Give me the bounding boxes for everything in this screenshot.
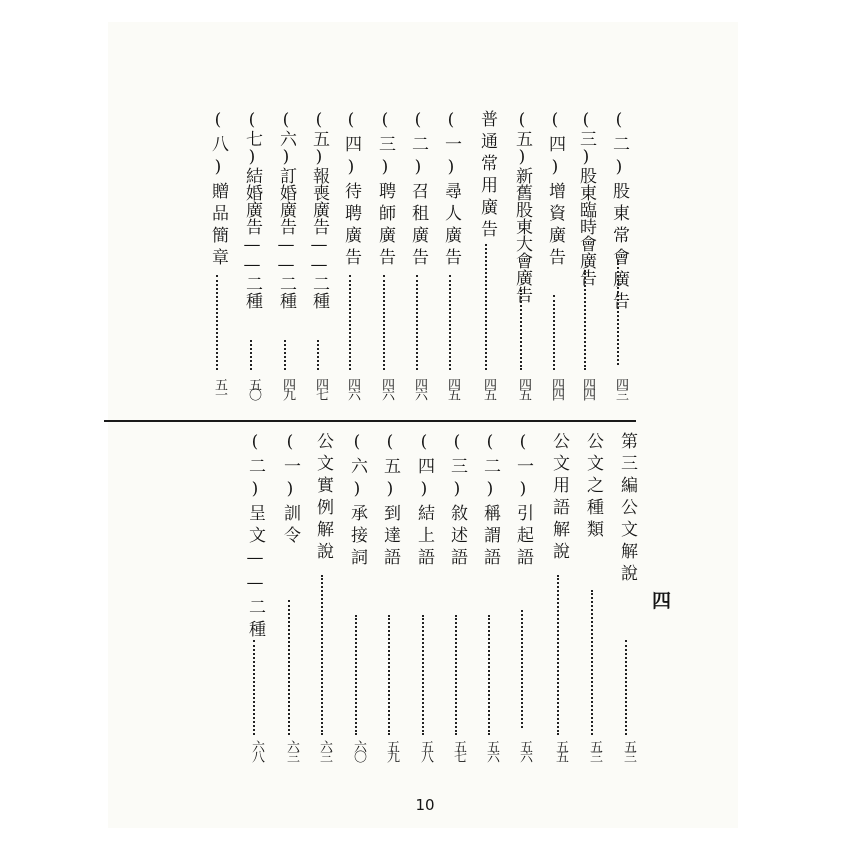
leader-dots — [617, 260, 619, 365]
toc-entry — [347, 432, 367, 760]
toc-entry — [512, 110, 532, 398]
toc-entry-page: 四五 — [516, 378, 531, 398]
leader-dots — [449, 275, 451, 370]
leader-dots — [557, 575, 559, 735]
leader-dots — [416, 275, 418, 370]
toc-entry-title: (三)股東臨時會廣告 — [576, 110, 596, 286]
toc-entry-page: 四六 — [345, 378, 360, 398]
leader-dots — [253, 640, 255, 735]
toc-entry-page: 四四 — [580, 378, 595, 398]
toc-entry — [245, 432, 265, 760]
toc-entry-title: (二)稱謂語 — [480, 432, 500, 570]
toc-entry-title: (一)訓令 — [280, 432, 300, 548]
toc-entry-page: 五九 — [384, 740, 399, 760]
toc-entry-page: 五七 — [451, 740, 466, 760]
toc-entry-page: 五六 — [517, 740, 532, 760]
toc-entry — [576, 110, 596, 398]
toc-entry — [276, 110, 296, 398]
toc-entry — [513, 432, 533, 760]
toc-entry — [375, 110, 395, 398]
leader-dots — [216, 275, 218, 370]
toc-entry-title: (二)股東常會廣告 — [609, 110, 629, 314]
toc-entry-page: 四六 — [379, 378, 394, 398]
leader-dots — [355, 615, 357, 735]
toc-entry-title: 第三編公文解說 — [617, 432, 637, 586]
page-number: 10 — [415, 796, 435, 814]
toc-entry-title: (五)到達語 — [380, 432, 400, 570]
toc-entry-page: 六三 — [284, 740, 299, 760]
toc-entry-page: 六〇 — [351, 740, 366, 760]
leader-dots — [388, 615, 390, 735]
toc-entry-title: (五)報喪廣告——二種 — [309, 110, 329, 309]
leader-dots — [383, 275, 385, 370]
leader-dots — [625, 640, 627, 735]
toc-entry-title: (一)引起語 — [513, 432, 533, 570]
toc-entry-title: (八)贈品簡章 — [208, 110, 228, 270]
toc-entry-title: 公文實例解說 — [313, 432, 333, 564]
leader-dots — [284, 340, 286, 370]
toc-entry-page: 六八 — [249, 740, 264, 760]
toc-entry — [280, 432, 300, 760]
toc-entry — [414, 432, 434, 760]
leader-dots — [250, 340, 252, 370]
toc-entry-page: 五三 — [587, 740, 602, 760]
leader-dots — [591, 590, 593, 735]
leader-dots — [584, 270, 586, 370]
leader-dots — [349, 275, 351, 370]
toc-entry-page: 五三 — [621, 740, 636, 760]
toc-entry-title: 普通常用廣告 — [477, 110, 497, 242]
toc-entry-title: (六)承接詞 — [347, 432, 367, 570]
toc-entry-title: (七)結婚廣告——二種 — [242, 110, 262, 309]
leader-dots — [521, 610, 523, 728]
section-divider — [104, 420, 636, 422]
toc-entry-title: (四)待聘廣告 — [341, 110, 361, 270]
toc-entry-title: (二)召租廣告 — [408, 110, 428, 270]
toc-entry-title: 公文之種類 — [583, 432, 603, 542]
leader-dots — [455, 615, 457, 735]
toc-entry — [309, 110, 329, 398]
toc-entry-title: (四)結上語 — [414, 432, 434, 570]
toc-entry — [341, 110, 361, 398]
toc-entry-page: 四三 — [613, 378, 628, 398]
toc-entry — [380, 432, 400, 760]
leader-dots — [553, 295, 555, 370]
toc-entry — [441, 110, 461, 398]
page-header: 四 — [652, 590, 672, 612]
toc-entry — [208, 110, 228, 398]
toc-entry-page: 五八 — [418, 740, 433, 760]
toc-entry-page: 四九 — [280, 378, 295, 398]
toc-entry — [549, 432, 569, 760]
toc-entry — [447, 432, 467, 760]
toc-entry-page: 四四 — [549, 378, 564, 398]
toc-entry — [583, 432, 603, 760]
toc-entry-page: 五五 — [553, 740, 568, 760]
toc-entry-title: (四)增資廣告 — [545, 110, 565, 270]
leader-dots — [317, 340, 319, 370]
toc-entry-page: 四五 — [445, 378, 460, 398]
toc-entry-page: 六三 — [317, 740, 332, 760]
leader-dots — [485, 244, 487, 370]
toc-entry — [242, 110, 262, 398]
toc-entry — [617, 432, 637, 760]
toc-entry-page: 五六 — [484, 740, 499, 760]
toc-entry-page: 四六 — [412, 378, 427, 398]
toc-entry-title: (三)聘師廣告 — [375, 110, 395, 270]
toc-entry-title: 公文用語解說 — [549, 432, 569, 564]
toc-entry-title: (二)呈文——二種 — [245, 432, 265, 642]
toc-entry-page: 四七 — [313, 378, 328, 398]
toc-entry-title: (一)尋人廣告 — [441, 110, 461, 270]
toc-entry — [480, 432, 500, 760]
leader-dots — [520, 290, 522, 370]
toc-entry — [477, 110, 497, 398]
toc-entry — [408, 110, 428, 398]
toc-entry — [313, 432, 333, 760]
leader-dots — [488, 615, 490, 735]
toc-entry — [545, 110, 565, 398]
toc-entry-title: (六)訂婚廣告——二種 — [276, 110, 296, 309]
toc-entry-page: 五〇 — [246, 378, 261, 398]
toc-entry-page: 四五 — [481, 378, 496, 398]
leader-dots — [288, 600, 290, 735]
toc-entry-page: 五一 — [212, 378, 227, 398]
leader-dots — [422, 615, 424, 735]
leader-dots — [321, 575, 323, 735]
toc-entry — [609, 110, 629, 398]
toc-entry-title: (三)敘述語 — [447, 432, 467, 570]
toc-entry-title: (五)新舊股東大會廣告 — [512, 110, 532, 303]
